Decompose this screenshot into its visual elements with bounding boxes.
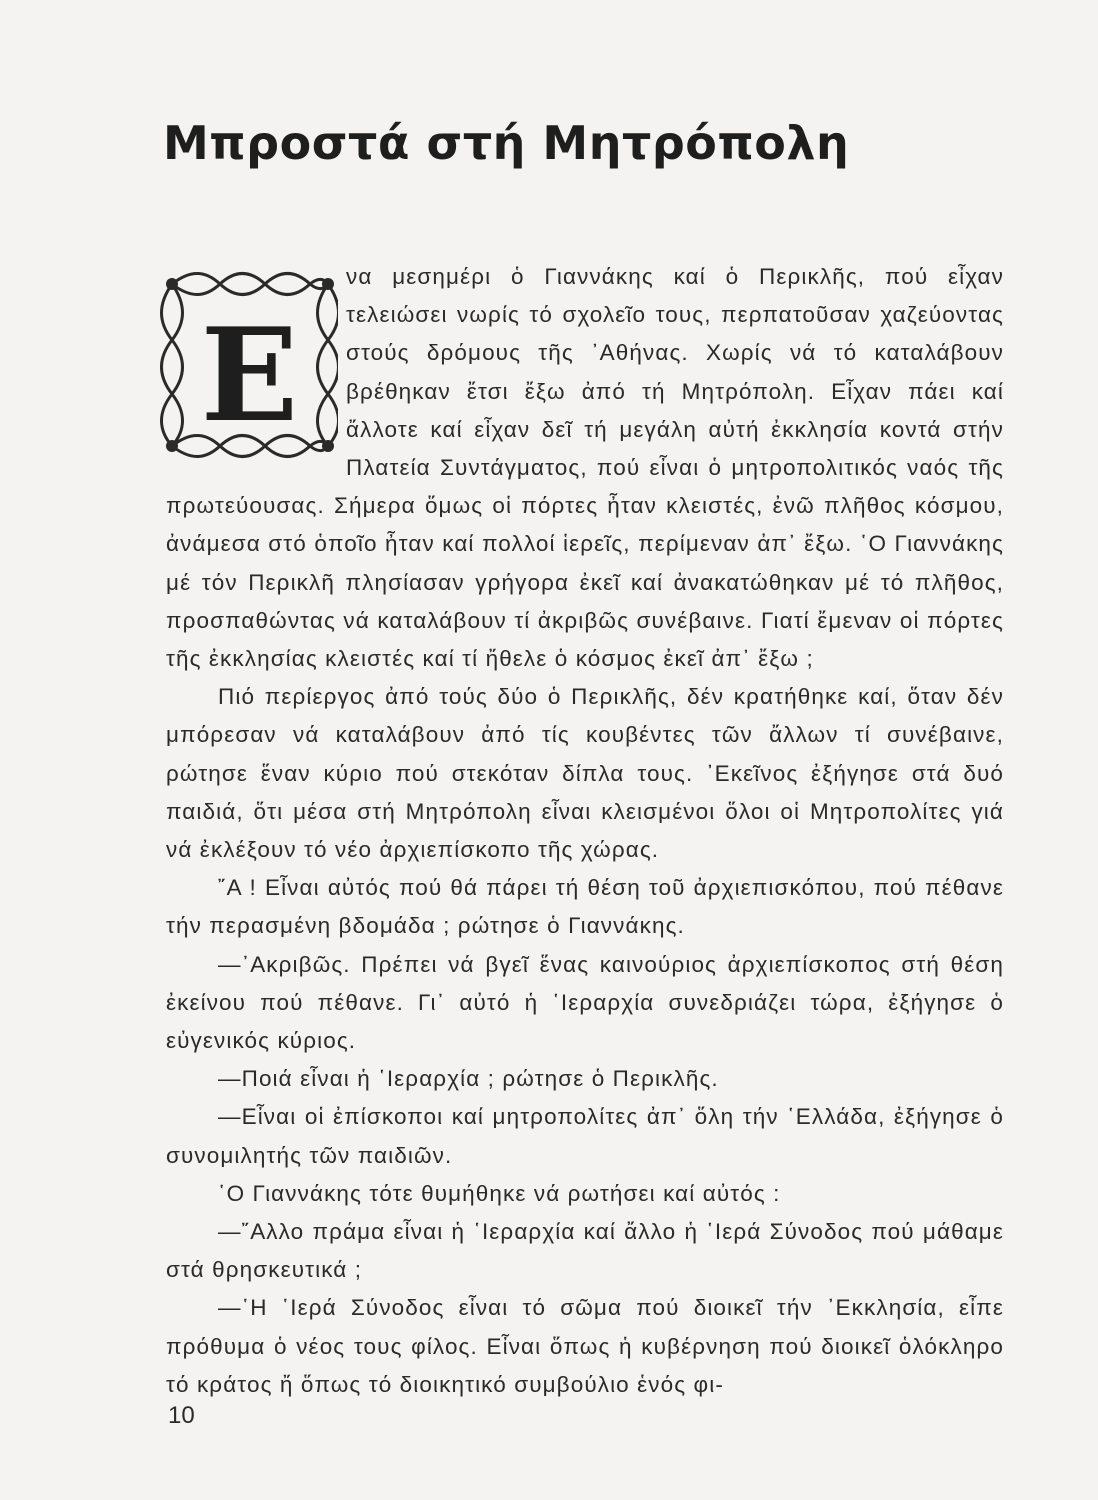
paragraph-5: —Ποιά εἶναι ἡ ῾Ιεραρχία ; ρώτησε ὁ Περικλῆς. xyxy=(218,1066,719,1092)
drop-cap-letter: Ε xyxy=(200,301,300,451)
ornamental-drop-cap xyxy=(160,270,338,460)
paragraph-6: —Εἶναι οἱ ἐπίσκοποι καί μητροπολίτες ἀπ᾿ ὅλη τήν ῾Ελλάδα, ἐξήγησε ὁ συνομιλητής τῶν παιδιῶν. xyxy=(166,1104,1004,1168)
body-text xyxy=(166,258,1004,1404)
paragraph-7: ῾Ο Γιαννάκης τότε θυμήθηκε νά ρωτήσει καί αὐτός : xyxy=(218,1180,781,1206)
paragraph-1: να μεσημέρι ὁ Γιαννάκης καί ὁ Περικλῆς, πού εἶχαν τελειώσει νωρίς τό σχολεῖο τους, περπατοῦσαν χαζεύοντας στούς δρόμους τῆς ᾿Αθήνας. Χωρίς νά τό καταλάβουν βρέθηκαν ἔτσι ἔξω ἀπό τή Μητρόπολη. Εἶχαν πάει καί ἄλλοτε καί εἶχαν δεῖ τή μεγάλη αὐτή ἐκκλησία κοντά στήν Πλατεία Συντάγματος, πού εἶναι ὁ μητροπολιτικός ναός τῆς πρωτεύουσας. Σήμερα ὅμως οἱ πόρτες ἦταν κλειστές, ἐνῶ πλῆθος κόσμου, ἀνάμεσα στό ὁποῖο ἦταν καί πολλοί ἱερεῖς, περίμεναν ἀπ᾿ ἔξω. ῾Ο Γιαννάκης μέ τόν Περικλῆ πλησίασαν γρήγορα ἐκεῖ καί ἀνακατώθηκαν μέ τό πλῆθος, προσπαθώντας νά καταλάβουν τί ἀκριβῶς συνέβαινε. Γιατί ἔμεναν οἱ πόρτες τῆς ἐκκλησίας κλειστές καί τί ἤθελε ὁ κόσμος ἐκεῖ ἀπ᾿ ἔξω ; xyxy=(166,264,1004,672)
chapter-title: Μπροστά στή Μητρόπολη xyxy=(163,116,850,170)
paragraph-2: Πιό περίεργος ἀπό τούς δύο ὁ Περικλῆς, δέν κρατήθηκε καί, ὅταν δέν μπόρεσαν νά καταλάβουν ἀπό τίς κουβέντες τῶν ἄλλων τί συνέβαινε, ρώτησε ἕναν κύριο πού στεκόταν δίπλα τους. ᾿Εκεῖνος ἐξήγησε στά δυό παιδιά, ὅτι μέσα στή Μητρόπολη εἶναι κλεισμένοι ὅλοι οἱ Μητροπολίτες γιά νά ἐκλέξουν τό νέο ἀρχιεπίσκοπο τῆς χώρας. xyxy=(166,684,1004,863)
paragraph-9: —῾Η ῾Ιερά Σύνοδος εἶναι τό σῶμα πού διοικεῖ τήν ᾿Εκκλησία, εἶπε πρόθυμα ὁ νέος τους φίλος. Εἶναι ὅπως ἡ κυβέρνηση πού διοικεῖ ὁλόκληρο τό κράτος ἤ ὅπως τό διοικητικό συμβούλιο ἑνός φι- xyxy=(166,1295,1004,1397)
paragraph-3: ῎Α ! Εἶναι αὐτός πού θά πάρει τή θέση τοῦ ἀρχιεπισκόπου, πού πέθανε τήν περασμένη βδομάδα ; ρώτησε ὁ Γιαννάκης. xyxy=(166,875,1004,939)
paragraph-4: —᾿Ακριβῶς. Πρέπει νά βγεῖ ἕνας καινούριος ἀρχιεπίσκοπος στή θέση ἐκείνου πού πέθανε. Γι᾿ αὐτό ἡ ῾Ιεραρχία συνεδριάζει τώρα, ἐξήγησε ὁ εὐγενικός κύριος. xyxy=(166,951,1004,1054)
page-number: 10 xyxy=(168,1402,195,1429)
paragraph-8: —῎Αλλο πράμα εἶναι ἡ ῾Ιεραρχία καί ἄλλο ἡ ῾Ιερά Σύνοδος πού μάθαμε στά θρησκευτικά ; xyxy=(166,1219,1004,1283)
